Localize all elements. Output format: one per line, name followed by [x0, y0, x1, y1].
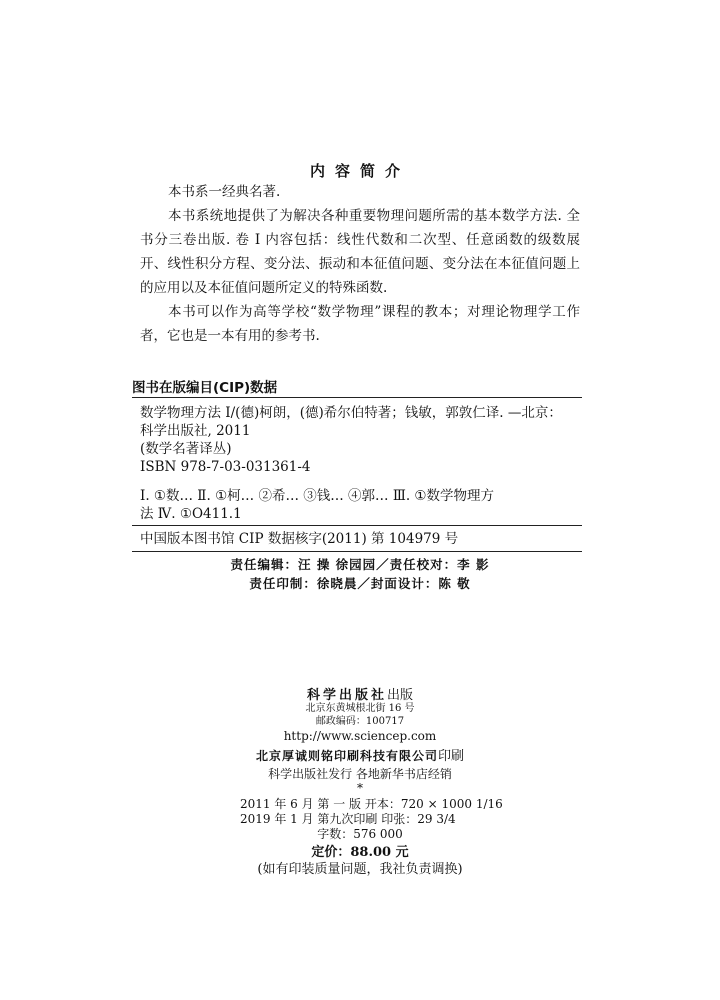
cip-entry-line-2: 科学出版社, 2011	[140, 423, 251, 439]
cip-series: (数学名著译丛)	[140, 441, 232, 457]
cip-top-rule	[132, 397, 582, 398]
printer-name: 北京厚诚则铭印刷科技有限公司	[255, 749, 438, 763]
publisher-logo-text: 科学出版社	[306, 688, 387, 703]
intro-title: 内容简介	[309, 162, 410, 180]
publisher-address: 北京东黄城根北街 16 号	[305, 703, 415, 714]
cip-classification-line-2: 法 Ⅳ. ①O411.1	[140, 506, 242, 522]
cip-isbn: ISBN 978-7-03-031361-4	[140, 459, 311, 475]
quality-notice: (如有印装质量问题，我社负责调换)	[257, 862, 463, 877]
intro-paragraph-2: 本书系统地提供了为解决各种重要物理问题所需的基本数学方法. 全书分三卷出版. 卷 I 内容包括：线性代数和二次型、任意函数的级数展开、线性积分方程、变分法、振动和本征值问题、变分法在本征值问题上的应用以及本征值问题所定义的特殊函数.	[140, 208, 580, 296]
printer-line	[0, 745, 720, 764]
word-count: 字数：576 000	[317, 827, 403, 841]
publisher-website: http://www.sciencep.com	[283, 729, 437, 743]
printing-line: 2019 年 1 月 第九次印刷 印张：29 3/4	[240, 812, 456, 826]
cip-classification-line-1: Ⅰ. ①数… Ⅱ. ①柯… ②希… ③钱… ④郭… Ⅲ. ①数学物理方	[140, 488, 495, 504]
edition-line: 2011 年 6 月 第 一 版 开本：720 × 1000 1/16	[240, 797, 503, 811]
cip-core-number: 中国版本图书馆 CIP 数据核字(2011) 第 104979 号	[140, 531, 459, 547]
price: 定价：88.00 元	[311, 845, 409, 860]
intro-paragraph-3: 本书可以作为高等学校“数学物理”课程的教本；对理论物理学工作者，它也是一本有用的参考书.	[140, 304, 580, 344]
cip-bottom-rule	[132, 551, 582, 552]
publisher-line	[0, 684, 720, 703]
separator-star: *	[357, 781, 363, 795]
publisher-suffix: 出版	[387, 688, 414, 703]
distribution-line: 科学出版社发行 各地新华书店经销	[268, 767, 452, 781]
staff-editors-line: 责任编辑：汪 操 徐园园／责任校对：李 影	[230, 557, 490, 572]
publisher-postcode: 邮政编码：100717	[315, 716, 405, 727]
intro-paragraph-1: 本书系一经典名著.	[168, 184, 281, 200]
staff-printing-line: 责任印制：徐晓晨／封面设计：陈 敬	[249, 576, 471, 591]
printer-suffix: 印刷	[438, 749, 465, 764]
cip-entry-line-1: 数学物理方法 I/(德)柯朗，(德)希尔伯特著；钱敏，郭敦仁译. —北京：	[140, 405, 562, 421]
cip-middle-rule	[132, 525, 582, 526]
cip-heading: 图书在版编目(CIP)数据	[132, 380, 278, 396]
